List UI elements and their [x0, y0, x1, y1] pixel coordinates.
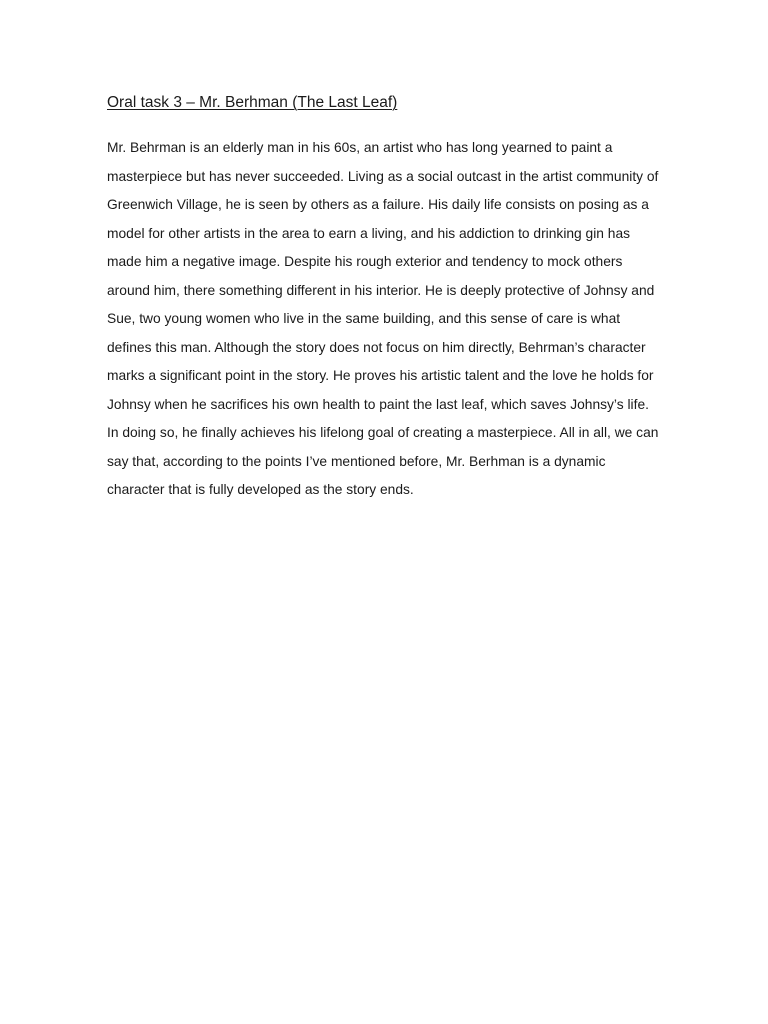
- document-title: Oral task 3 – Mr. Berhman (The Last Leaf): [107, 94, 398, 111]
- document-paragraph: Mr. Behrman is an elderly man in his 60s, an artist who has long yearned to paint a masterpiece but has never succeeded. Living as a social outcast in the artist community of Greenwich Village, he is seen by others as a failure. His daily life consists on posing as a model for other artists in the area to earn a living, and his addiction to drinking gin has made him a negative image. Despite his rough exterior and tendency to mock others around him, there something different in his interior. He is deeply protective of Johnsy and Sue, two young women who live in the same building, and this sense of care is what defines this man. Although the story does not focus on him directly, Behrman’s character marks a significant point in the story. He proves his artistic talent and the love he holds for Johnsy when he sacrifices his own health to paint the last leaf, which saves Johnsy’s life. In doing so, he finally achieves his lifelong goal of creating a masterpiece. All in all, we can say that, according to the points I’ve mentioned before, Mr. Berhman is a dynamic character that is fully developed as the story ends.: [107, 140, 659, 497]
- document-content: [107, 92, 659, 505]
